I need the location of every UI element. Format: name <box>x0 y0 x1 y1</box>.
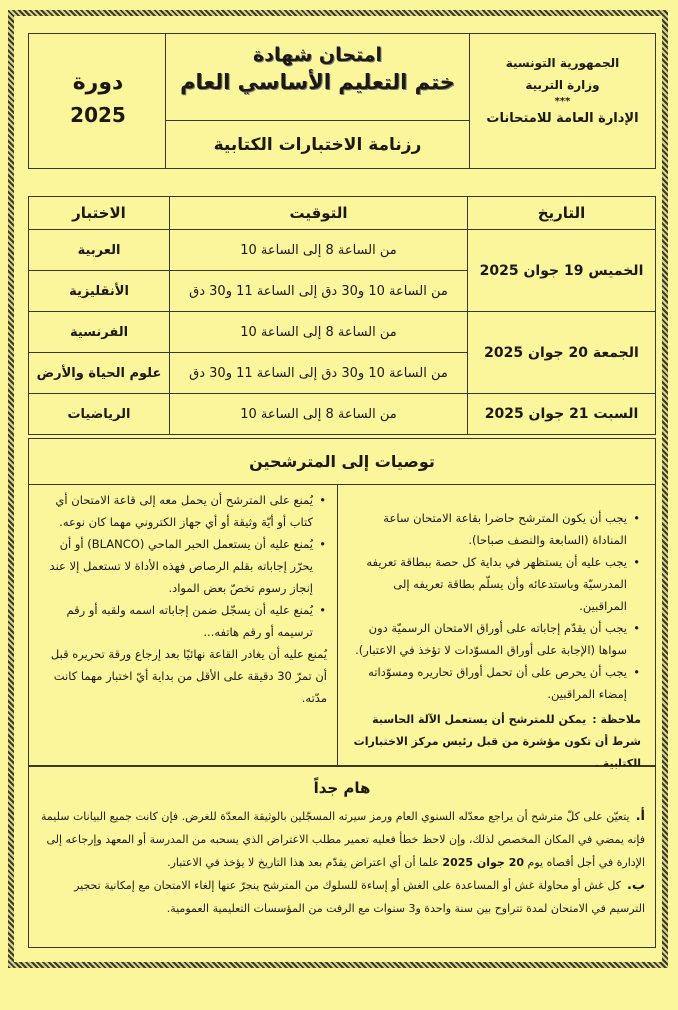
item-text: كل غش أو محاولة غش أو المساعدة على الغش أو إساءة للسلوك من المترشح ينجرّ عنها إلغاء الامتحان مع إمكانية تحجير الترسيم في الامتحان لمدة تتراوح بين سنة واحدة و3 سنوات مع الرفت من المؤسسات التعليمية العمومية. <box>74 879 645 915</box>
exam-title-line2: ختم التعليم الأساسي العام <box>180 70 455 94</box>
exam-subject: علوم الحياة والأرض <box>29 353 170 394</box>
republic-name: الجمهورية التونسية <box>505 56 620 70</box>
separator-stars: *** <box>554 96 571 107</box>
exam-time: من الساعة 10 و30 دق إلى الساعة 11 و30 دق <box>170 353 468 394</box>
list-item: • يجب أن يقدّم إجاباته على أوراق الامتحان الرسميّة دون سواها (الإجابة على أوراق المسوّدات لا تؤخذ في الاعتبار). <box>347 617 627 661</box>
session-block <box>29 34 167 168</box>
list-item: • يجب أن يكون المترشح حاضرا بقاعة الامتحان ساعة المناداة (السابعة والنصف صباحا). <box>347 507 627 551</box>
exam-time: من الساعة 8 إلى الساعة 10 <box>170 230 468 271</box>
list-item: • يُمنع على المترشح أن يحمل معه إلى قاعة الامتحان أي كتاب أو أيّة وثيقة أو أي جهاز الكتروني مهما كان نوعه. <box>41 489 313 533</box>
list-item: • يجب عليه أن يستظهر في بداية كل حصة ببطاقة تعريفه المدرسيّة وباستدعائه وأن يسلّم بطاقة تعريفه إلى المراقبين. <box>347 551 627 617</box>
item-text-tail: علما أن أي اعتراض يقدّم بعد هذا التاريخ لا يؤخذ في الاعتبار. <box>167 856 439 869</box>
deadline-date: 20 جوان 2025 <box>442 856 525 869</box>
document-header <box>28 33 656 169</box>
ministry-name: وزارة التربية <box>525 78 600 92</box>
table-row <box>29 312 656 353</box>
recommendations-right-column <box>337 485 655 770</box>
calendar-title: رزنامة الاختبارات الكتابية <box>213 135 422 155</box>
important-title: هام جداً <box>313 779 371 797</box>
session-year: 2025 <box>70 103 126 127</box>
exam-subject: الفرنسية <box>29 312 170 353</box>
col-header-time: التوقيت <box>170 197 468 230</box>
recommendations-title: توصيات إلى المترشحين <box>29 439 655 485</box>
recommendations-left-column <box>29 485 338 765</box>
exam-date: السبت 21 جوان 2025 <box>468 394 656 435</box>
table-row <box>29 230 656 271</box>
item-marker: أ. <box>635 809 645 824</box>
list-item: • يُمنع عليه أن يستعمل الحبر الماحي (BLANCO) أو أن يحرّر إجاباته بقلم الرصاص فهذه الأداة لا تستعمل إلا عند إنجاز رسوم تخصّ بعض المواد. <box>41 533 313 599</box>
department-name: الإدارة العامة للامتحانات <box>486 111 639 126</box>
exam-date: الخميس 19 جوان 2025 <box>468 230 656 312</box>
important-section <box>28 766 656 948</box>
important-item-b <box>29 874 655 920</box>
exam-subject: الرياضيات <box>29 394 170 435</box>
list-item: • يُمنع عليه أن يسجّل ضمن إجاباته اسمه ولقبه أو رقم ترسيمه أو رقم هاتفه... <box>41 599 313 643</box>
exam-subject: العربية <box>29 230 170 271</box>
schedule-table <box>28 196 656 435</box>
issuer-block <box>469 34 655 168</box>
exam-title-line1: امتحان شهادة <box>252 44 383 66</box>
item-text: يتعيّن على كلّ مترشح أن يراجع معدّله السنوي العام ورمز سيرته المسجّلين بالوثيقة المعدّة للغرض. فإن كانت جميع البيانات سليمة فإنه يمضي في المكان المخصص لذلك، وإن لاحظ خطأ فعليه تعمير مطلب الاعتراض الذي يسحبه من المدرسة أو المعهد وإرجاعه إلى الإدارة في أجل أقصاه يوم <box>41 810 645 869</box>
session-label: دورة <box>72 70 124 95</box>
exam-time: من الساعة 10 و30 دق إلى الساعة 11 و30 دق <box>170 271 468 312</box>
exam-date: الجمعة 20 جوان 2025 <box>468 312 656 394</box>
exam-title-block <box>165 34 469 168</box>
note-text: يمكن للمترشح أن يستعمل الآلة الحاسبة شرط أن تكون مؤشرة من قبل رئيس مركز الاختبارات الكتابية . <box>353 713 641 770</box>
item-marker: ب. <box>626 878 645 893</box>
col-header-subject: الاختبار <box>29 197 170 230</box>
exam-subject: الأنقليزية <box>29 271 170 312</box>
table-row <box>29 394 656 435</box>
exam-time: من الساعة 8 إلى الساعة 10 <box>170 394 468 435</box>
col-header-date: التاريخ <box>468 197 656 230</box>
list-item: يُمنع عليه أن يغادر القاعة نهائيًا بعد إرجاع ورقة تحريره قبل أن تمرّ 30 دقيقة على الأقل من بداية أيّ اختبار مهما كانت مدّته. <box>50 647 327 705</box>
recommendations-section <box>28 438 656 770</box>
schedule-header-row <box>29 197 656 230</box>
note-label: ملاحظة : <box>592 713 641 726</box>
exam-time: من الساعة 8 إلى الساعة 10 <box>170 312 468 353</box>
important-item-a <box>29 805 655 874</box>
list-item: • يجب أن يحرص على أن تحمل أوراق تحاريره ومسوّداته إمضاء المراقبين. <box>347 661 627 705</box>
